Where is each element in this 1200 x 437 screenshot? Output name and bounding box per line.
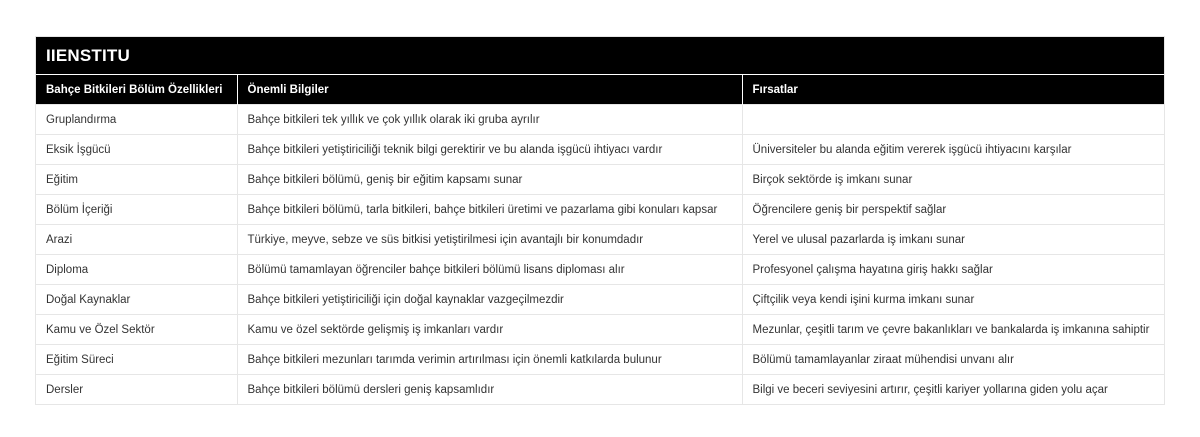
table-cell: Üniversiteler bu alanda eğitim vererek işgücü ihtiyacını karşılar [742, 135, 1164, 165]
table-cell: Yerel ve ulusal pazarlarda iş imkanı sunar [742, 225, 1164, 255]
table-header-row [36, 75, 1164, 105]
table-row [36, 255, 1164, 285]
table-cell: Çiftçilik veya kendi işini kurma imkanı sunar [742, 285, 1164, 315]
table-row [36, 345, 1164, 375]
table-cell: Doğal Kaynaklar [36, 285, 237, 315]
table-row [36, 285, 1164, 315]
table-row [36, 135, 1164, 165]
table-cell: Bahçe bitkileri bölümü dersleri geniş kapsamlıdır [237, 375, 742, 405]
table-cell: Eğitim [36, 165, 237, 195]
table-cell: Birçok sektörde iş imkanı sunar [742, 165, 1164, 195]
table-cell: Bölümü tamamlayan öğrenciler bahçe bitkileri bölümü lisans diploması alır [237, 255, 742, 285]
table-cell: Türkiye, meyve, sebze ve süs bitkisi yetiştirilmesi için avantajlı bir konumdadır [237, 225, 742, 255]
table-cell: Bahçe bitkileri bölümü, geniş bir eğitim kapsamı sunar [237, 165, 742, 195]
table-cell: Mezunlar, çeşitli tarım ve çevre bakanlıkları ve bankalarda iş imkanına sahiptir [742, 315, 1164, 345]
table-cell: Eksik İşgücü [36, 135, 237, 165]
table-cell: Bahçe bitkileri mezunları tarımda verimin artırılması için önemli katkılarda bulunur [237, 345, 742, 375]
table-cell: Bahçe bitkileri bölümü, tarla bitkileri, bahçe bitkileri üretimi ve pazarlama gibi konuları kapsar [237, 195, 742, 225]
table-cell: Diploma [36, 255, 237, 285]
table-row [36, 105, 1164, 135]
table-cell: Bölümü tamamlayanlar ziraat mühendisi unvanı alır [742, 345, 1164, 375]
table-cell: Kamu ve özel sektörde gelişmiş iş imkanları vardır [237, 315, 742, 345]
header-important-info: Önemli Bilgiler [237, 75, 742, 105]
table-cell: Kamu ve Özel Sektör [36, 315, 237, 345]
table-row [36, 165, 1164, 195]
table-row [36, 375, 1164, 405]
table-row [36, 195, 1164, 225]
info-table-card [35, 36, 1165, 405]
table-cell: Arazi [36, 225, 237, 255]
header-opportunities: Fırsatlar [742, 75, 1164, 105]
table-cell: Eğitim Süreci [36, 345, 237, 375]
header-features: Bahçe Bitkileri Bölüm Özellikleri [36, 75, 237, 105]
table-cell: Dersler [36, 375, 237, 405]
table-cell [742, 105, 1164, 135]
table-cell: Bahçe bitkileri tek yıllık ve çok yıllık olarak iki gruba ayrılır [237, 105, 742, 135]
table-cell: Bahçe bitkileri yetiştiriciliği teknik bilgi gerektirir ve bu alanda işgücü ihtiyacı vardır [237, 135, 742, 165]
table-row [36, 225, 1164, 255]
table-cell: Öğrencilere geniş bir perspektif sağlar [742, 195, 1164, 225]
table-cell: Bahçe bitkileri yetiştiriciliği için doğal kaynaklar vazgeçilmezdir [237, 285, 742, 315]
table-cell: Profesyonel çalışma hayatına giriş hakkı sağlar [742, 255, 1164, 285]
info-table [36, 74, 1164, 404]
table-cell: Bilgi ve beceri seviyesini artırır, çeşitli kariyer yollarına giden yolu açar [742, 375, 1164, 405]
table-cell: Bölüm İçeriği [36, 195, 237, 225]
brand-title: IIENSTITU [36, 37, 1164, 74]
table-row [36, 315, 1164, 345]
table-cell: Gruplandırma [36, 105, 237, 135]
